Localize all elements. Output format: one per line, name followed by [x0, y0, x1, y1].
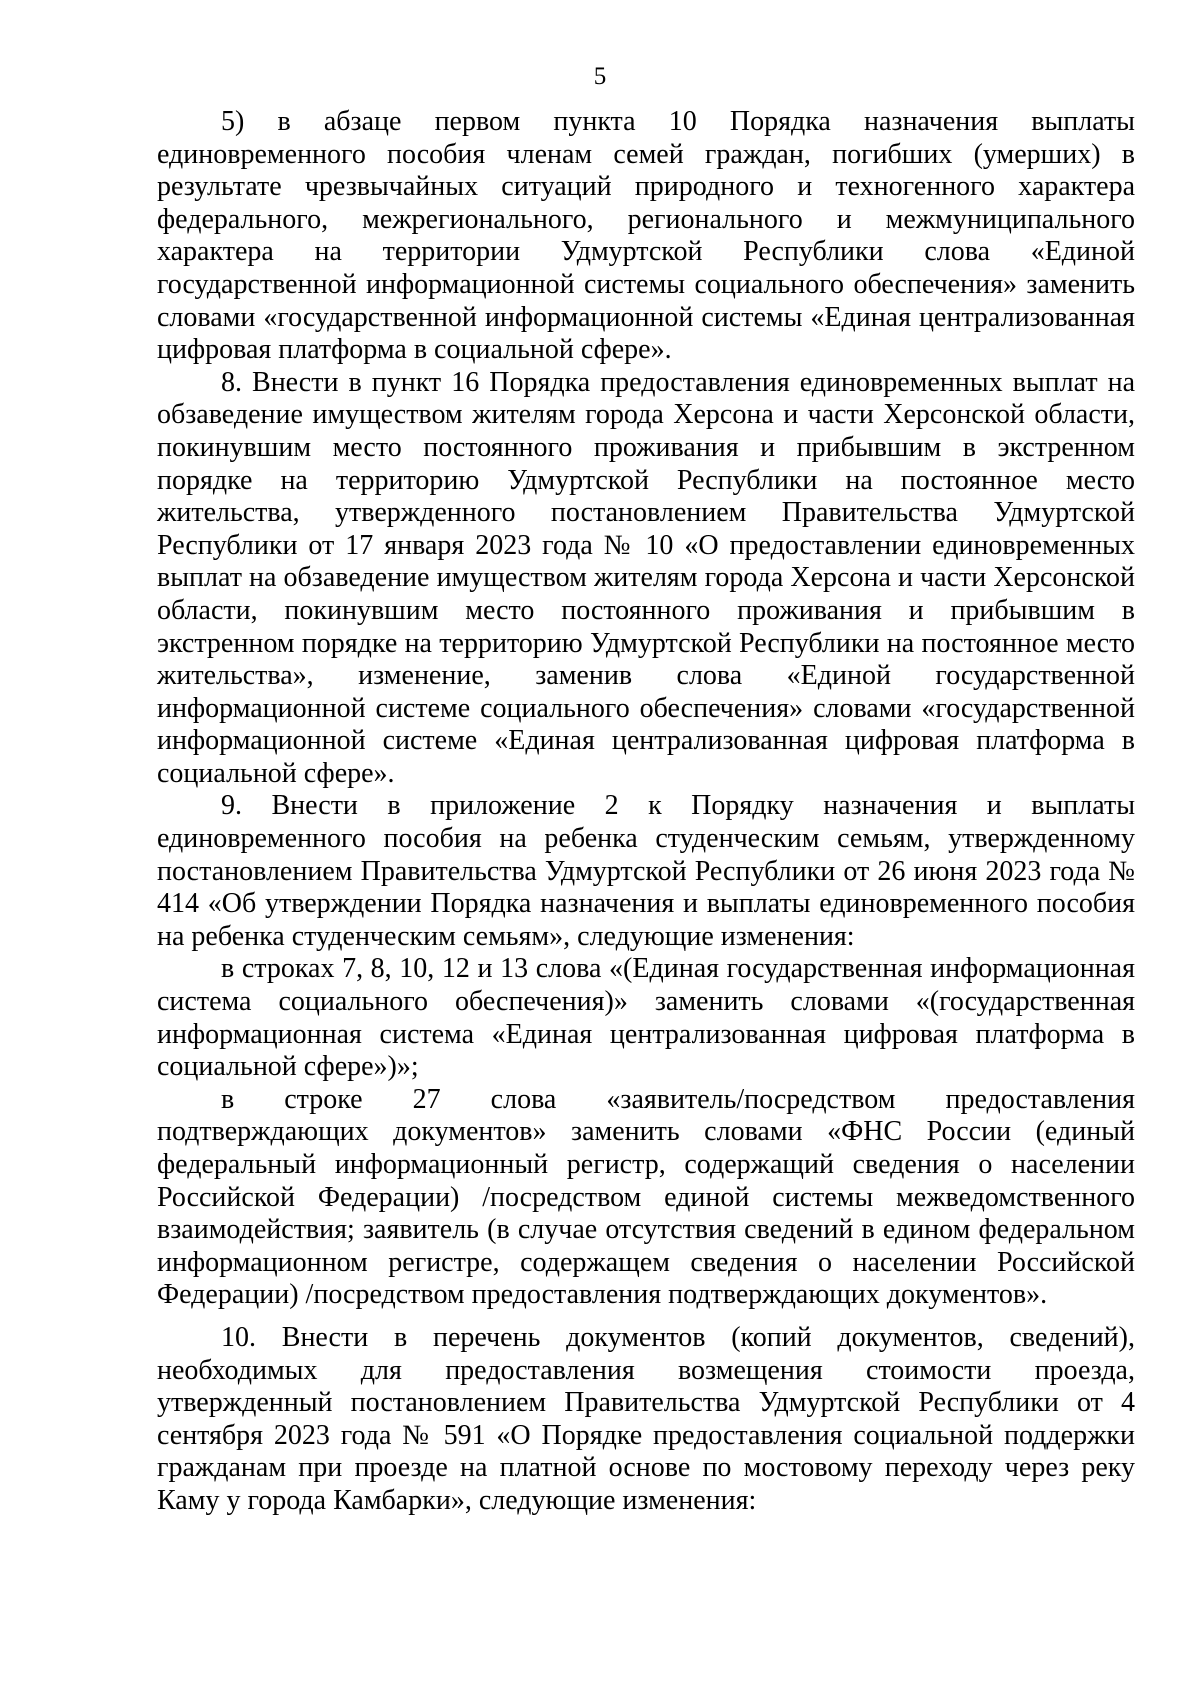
paragraph-section-8: 8. Внести в пункт 16 Порядка предоставления единовременных выплат на обзаведение имуществом жителям города Херсона и части Херсонской области, покинувшим место постоянного проживания и прибывшим в экстренном порядке на территорию Удмуртской Республики на постоянное место жительства, утвержденного постановлением Правительства Удмуртской Республики от 17 января 2023 года № 10 «О предоставлении единовременных выплат на обзаведение имуществом жителям города Херсона и части Херсонской области, покинувшим место постоянного проживания и прибывшим в экстренном порядке на территорию Удмуртской Республики на постоянное место жительства», изменение, заменив слова «Единой государственной информационной системе социального обеспечения» словами «государственной информационной системе «Единая централизованная цифровая платформа в социальной сфере».	[157, 366, 1135, 789]
page-number: 5	[593, 63, 607, 90]
document-body	[157, 106, 1135, 1518]
paragraph-item-5: 5) в абзаце первом пункта 10 Порядка назначения выплаты единовременного пособия членам семей граждан, погибших (умерших) в результате чрезвычайных ситуаций природного и техногенного характера федерального, межрегионального, регионального и межмуниципального характера на территории Удмуртской Республики слова «Единой государственной информационной системы социального обеспечения» заменить словами «государственной информационной системы «Единая централизованная цифровая платформа в социальной сфере».	[157, 106, 1135, 366]
paragraph-section-9: 9. Внести в приложение 2 к Порядку назначения и выплаты единовременного пособия на ребенка студенческим семьям, утвержденному постановлением Правительства Удмуртской Республики от 26 июня 2023 года № 414 «Об утверждении Порядка назначения и выплаты единовременного пособия на ребенка студенческим семьям», следующие изменения:	[157, 790, 1135, 952]
paragraph-section-9-row-27: в строке 27 слова «заявитель/посредством предоставления подтверждающих документов» заменить словами «ФНС России (единый федеральный информационный регистр, содержащий сведения о населении Российской Федерации) /посредством единой системы межведомственного взаимодействия; заявитель (в случае отсутствия сведений в едином федеральном информационном регистре, содержащем сведения о населении Российской Федерации) /посредством предоставления подтверждающих документов».	[157, 1083, 1135, 1311]
paragraph-section-10: 10. Внести в перечень документов (копий документов, сведений), необходимых для предоставления возмещения стоимости проезда, утвержденный постановлением Правительства Удмуртской Республики от 4 сентября 2023 года № 591 «О Порядке предоставления социальной поддержки гражданам при проезде на платной основе по мостовому переходу через реку Каму у города Камбарки», следующие изменения:	[157, 1321, 1135, 1516]
paragraph-section-9-rows: в строках 7, 8, 10, 12 и 13 слова «(Единая государственная информационная система социального обеспечения)» заменить словами «(государственная информационная система «Единая централизованная цифровая платформа в социальной сфере»)»;	[157, 953, 1135, 1083]
